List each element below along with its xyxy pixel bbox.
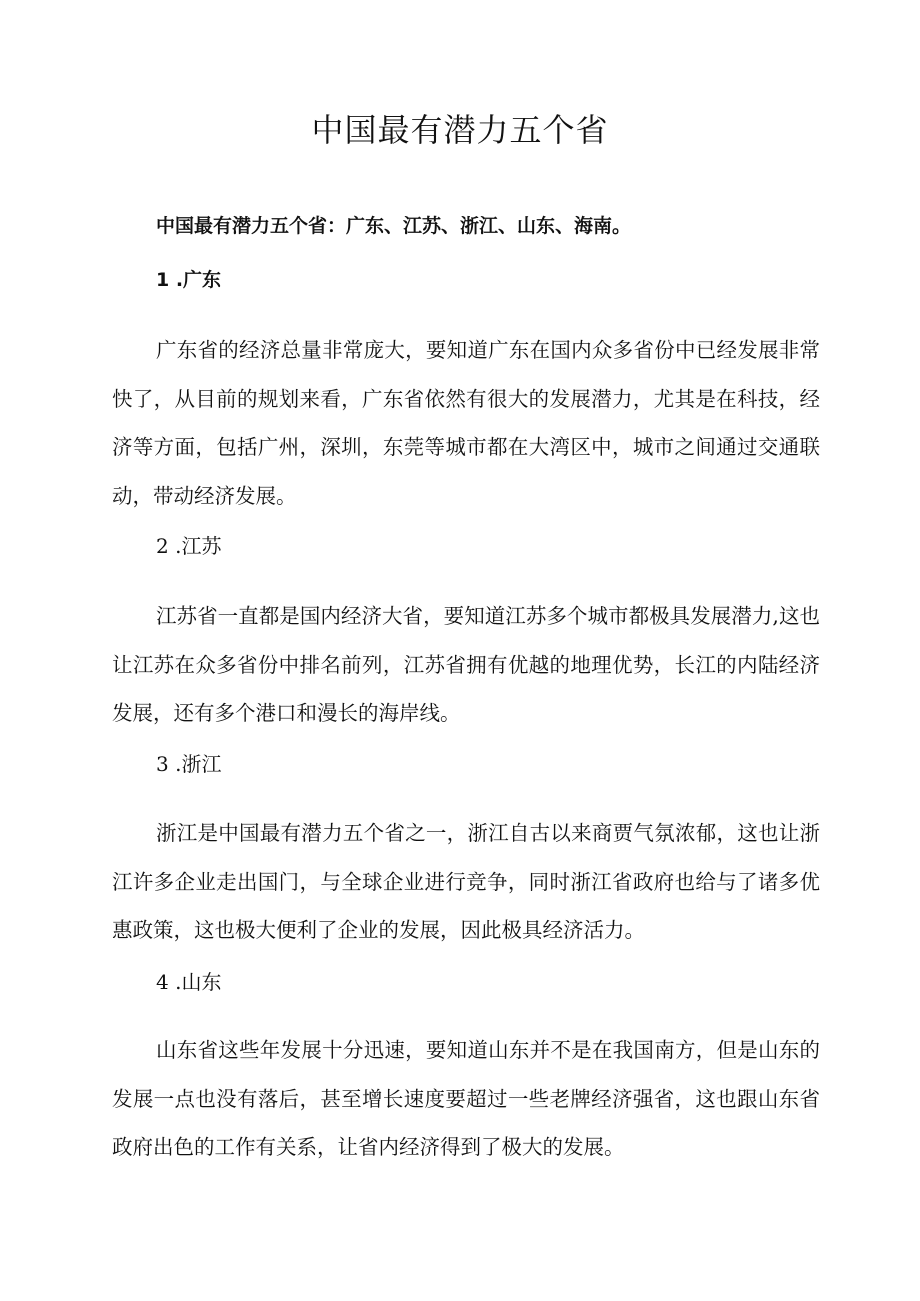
section-paragraph-guangdong: 广东省的经济总量非常庞大，要知道广东在国内众多省份中已经发展非常快了，从目前的规划来看，广东省依然有很大的发展潜力，尤其是在科技，经济等方面，包括广州，深圳，东莞等城市都在大湾区中，城市之间通过交通联动，带动经济发展。 [112,338,820,508]
section-heading-guangdong: 1 .广东 [156,269,222,291]
section-paragraph-shandong: 山东省这些年发展十分迅速，要知道山东并不是在我国南方，但是山东的发展一点也没有落后，甚至增长速度要超过一些老牌经济强省，这也跟山东省政府出色的工作有关系，让省内经济得到了极大的发展。 [112,1038,820,1159]
section-heading-shandong: 4 .山东 [156,970,222,994]
section-heading-jiangsu: 2 .江苏 [156,534,222,558]
section-heading-zhejiang: 3 .浙江 [156,752,222,776]
section-paragraph-zhejiang: 浙江是中国最有潜力五个省之一，浙江自古以来商贾气氛浓郁，这也让浙江许多企业走出国门，与全球企业进行竞争，同时浙江省政府也给与了诸多优惠政策，这也极大便利了企业的发展，因此极具经济活力。 [112,821,820,942]
page-title: 中国最有潜力五个省 [311,111,609,149]
section-paragraph-jiangsu: 江苏省一直都是国内经济大省，要知道江苏多个城市都极具发展潜力,这也让江苏在众多省份中排名前列，江苏省拥有优越的地理优势，长江的内陆经济发展，还有多个港口和漫长的海岸线。 [112,604,820,725]
summary-line: 中国最有潜力五个省：广东、江苏、浙江、山东、海南。 [156,215,632,237]
